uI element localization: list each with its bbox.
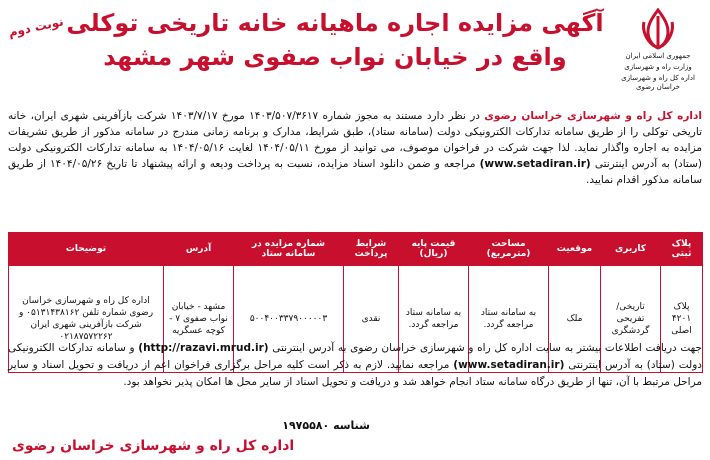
footer-paragraph bbox=[8, 340, 702, 391]
col-header: پلاک ثبتی bbox=[661, 233, 703, 266]
footer-site-2[interactable]: (www.setadiran.ir) bbox=[453, 359, 565, 371]
notice-title bbox=[60, 6, 610, 74]
org-line-1: جمهوری اسلامی ایران bbox=[625, 52, 691, 60]
footer-site-1[interactable]: (http://razavi.mrud.ir) bbox=[138, 342, 269, 354]
title-line-2: واقع در خیابان نواب صفوی شهر مشهد bbox=[103, 43, 567, 71]
col-header: مساحت (مترمربع) bbox=[469, 233, 549, 266]
col-header: شرایط پرداخت bbox=[344, 233, 399, 266]
intro-org: اداره کل راه و شهرسازی خراسان رضوی bbox=[484, 110, 702, 122]
intro-site-link[interactable]: (www.setadiran.ir) bbox=[479, 158, 591, 170]
signature-org: اداره کل راه و شهرسازی خراسان رضوی bbox=[12, 438, 295, 454]
col-header: کاربری bbox=[601, 233, 661, 266]
col-header: آدرس bbox=[164, 233, 234, 266]
footer-text-2: و سامانه تدارکات الکترونیکی دولت (ستاد) به آدرس اینترنتی bbox=[8, 342, 702, 371]
footer-text-3: مراجعه نمایید. لازم به ذکر است کلیه مراحل برگزاری فراخوان اعم از دریافت و تحویل اسناد و سایر مراحل مرتبط با آن، تنها از طریق درگاه سامانه ستاد انجام خواهد شد و دریافت و تحویل اسناد از سایر محل ها امکان پذیر نخواهد بود. bbox=[8, 359, 702, 388]
round-badge: نوبت دوم bbox=[7, 14, 65, 40]
intro-paragraph bbox=[8, 108, 702, 188]
notice-id: شناسه ۱۹۷۵۵۸۰ bbox=[282, 419, 370, 432]
cell-plaque: پلاک ۴۲۰۱ اصلی bbox=[661, 266, 703, 373]
cell-usage: تاریخی/ تفریحی گردشگری bbox=[601, 266, 661, 373]
footer-text-1: جهت دریافت اطلاعات بیشتر به سایت اداره کل راه و شهرسازی خراسان رضوی به آدرس اینترنتی bbox=[272, 342, 703, 354]
table-header-row bbox=[9, 233, 703, 266]
intro-text-2: مراجعه و ضمن دانلود اسناد مزایده، نسبت به پرداخت ودیعه و ارائه پیشنهاد تا تاریخ ۱۴۰۴/۰۵/۲۶ از طریق سامانه مذکور اقدام نمایید. bbox=[8, 158, 702, 186]
cell-address: مشهد - خیابان نواب صفوی ۷ - کوچه عسگریه bbox=[164, 266, 234, 373]
cell-price: به سامانه ستاد مراجعه گردد. bbox=[399, 266, 469, 373]
iran-emblem-icon bbox=[638, 8, 678, 50]
col-header: قیمت پایه (ریال) bbox=[399, 233, 469, 266]
org-line-2: وزارت راه و شهرسازی bbox=[624, 63, 692, 71]
col-header: شماره مزایده در سامانه ستاد bbox=[234, 233, 344, 266]
cell-payment: نقدی bbox=[344, 266, 399, 373]
title-line-1: آگهی مزایده اجاره ماهیانه خانه تاریخی توکلی bbox=[66, 9, 604, 37]
cell-area: به سامانه ستاد مراجعه گردد. bbox=[469, 266, 549, 373]
cell-description: اداره کل راه و شهرسازی خراسان رضوی شماره تلفن ۰۵۱۳۱۴۳۸۱۶۲ و شرکت بازآفرینی شهری ایران ۰۲۱۸۷۵۷۲۲۶۲ bbox=[9, 266, 164, 373]
ministry-emblem bbox=[612, 8, 704, 92]
cell-auction-number: ۵۰۰۴۰۰۳۳۷۹۰۰۰۰۰۳ bbox=[234, 266, 344, 373]
cell-status: ملک bbox=[549, 266, 601, 373]
intro-text: در نظر دارد مستند به مجوز شماره ۱۴۰۳/۵۰۷/۳۶۱۷ مورخ ۱۴۰۳/۷/۱۷ شرکت بازآفرینی شهری ایران، خانه تاریخی توکلی را از طریق سامانه تدارکات الکترونیکی دولت (سامانه ستاد)، طبق شرایط، مدارک و برنامه زمانی مندرج در سامانه مذکور از طریق تشریفات مزایده به اجاره واگذار نماید. لذا جهت شرکت در فراخوان موصوف، می توانید از مورخ ۱۴۰۴/۰۵/۱۱ لغایت ۱۴۰۴/۰۵/۱۶ به سامانه تدارکات الکترونیکی دولت (ستاد) به آدرس اینترنتی bbox=[8, 110, 702, 170]
col-header: توضیحات bbox=[9, 233, 164, 266]
org-line-3: اداره کل راه و شهرسازی خراسان رضوی bbox=[621, 74, 695, 91]
col-header: موقعیت bbox=[549, 233, 601, 266]
